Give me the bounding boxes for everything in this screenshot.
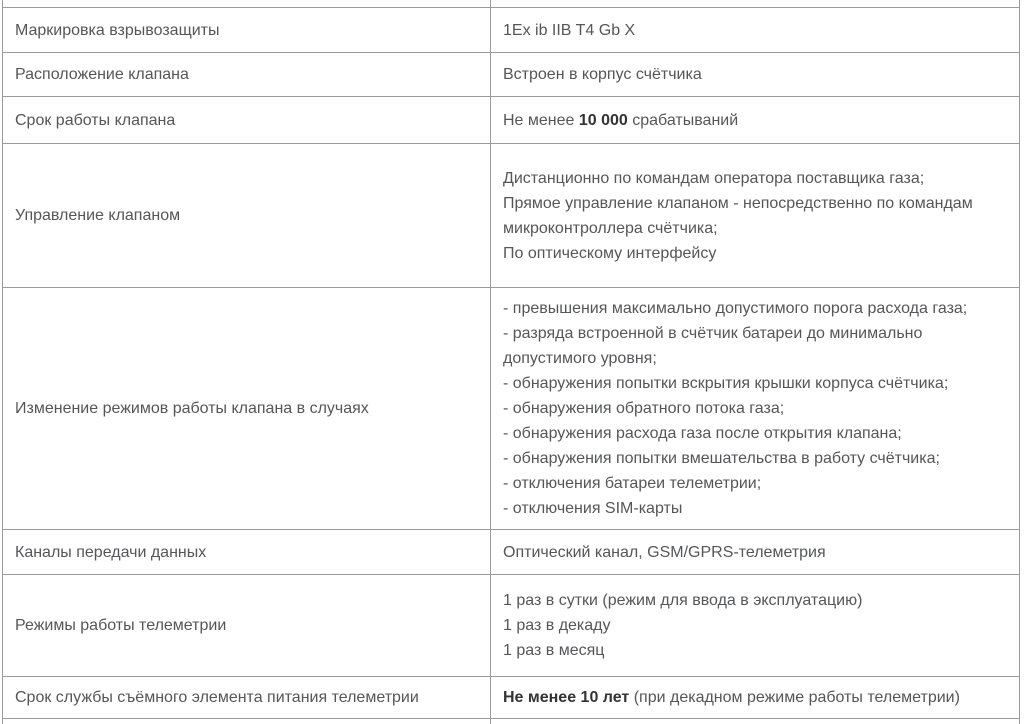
spec-value-text: - превышения максимально допустимого порога расхода газа;	[503, 300, 968, 317]
spec-value-text: - обнаружения обратного потока газа;	[503, 400, 785, 417]
spec-value-bold-text: 10 000	[578, 111, 628, 129]
spec-name-cell	[3, 0, 491, 7]
spec-value-text: Не менее	[503, 111, 579, 129]
spec-name-cell	[3, 8, 491, 52]
spec-name-label: Режимы работы телеметрии	[15, 617, 227, 634]
spec-name-label: Управление клапаном	[15, 207, 181, 224]
spec-value-text: 1 раз в сутки (режим для ввода в эксплуатацию)	[503, 592, 863, 609]
spec-value-text: срабатываний	[627, 111, 739, 129]
spec-value-line	[503, 613, 1005, 638]
spec-value-cell	[491, 575, 1019, 676]
spec-value-line	[503, 18, 1005, 43]
spec-value-line	[503, 421, 1005, 446]
spec-value-bold-text: Не менее 10 лет	[503, 689, 630, 706]
spec-value-text: - отключения батареи телеметрии;	[503, 475, 762, 492]
spec-value-line	[503, 321, 1005, 371]
spec-value-cell	[491, 719, 1019, 724]
spec-name-label: Каналы передачи данных	[15, 543, 207, 561]
spec-value-text: (при декадном режиме работы телеметрии)	[629, 689, 960, 706]
spec-value-cell	[491, 97, 1019, 143]
spec-name-label: Срок службы съёмного элемента питания телеметрии	[15, 689, 419, 706]
spec-value-line	[503, 62, 1005, 87]
spec-name-cell	[3, 288, 491, 529]
spec-name-cell	[3, 144, 491, 287]
spec-name-cell	[3, 530, 491, 574]
spec-value-cell	[491, 53, 1019, 96]
spec-name-cell	[3, 575, 491, 676]
spec-name-label: Расположение клапана	[15, 66, 189, 83]
table-row	[3, 144, 1019, 288]
table-row	[3, 288, 1019, 530]
spec-value-line	[503, 108, 1005, 133]
spec-value-line	[503, 241, 1005, 266]
spec-value-cell	[491, 0, 1019, 7]
spec-name-cell	[3, 677, 491, 718]
spec-value-text: По оптическому интерфейсу	[503, 244, 717, 262]
table-row	[3, 8, 1019, 53]
spec-value-line	[503, 471, 1005, 496]
spec-name-cell	[3, 97, 491, 143]
spec-name-label: Срок работы клапана	[15, 111, 176, 129]
table-row	[3, 530, 1019, 575]
spec-value-line	[503, 191, 1005, 241]
spec-value-line	[503, 638, 1005, 663]
spec-value-text: Дистанционно по командам оператора поставщика газа;	[503, 169, 925, 187]
table-row	[3, 575, 1019, 677]
spec-value-cell	[491, 677, 1019, 718]
spec-value-text: Встроен в корпус счётчика	[503, 66, 702, 83]
table-row-partial-bottom	[3, 719, 1019, 724]
table-row	[3, 53, 1019, 97]
spec-value-line	[503, 296, 1005, 321]
spec-value-text: - обнаружения попытки вмешательства в работу счётчика;	[503, 450, 940, 467]
spec-value-text: Прямое управление клапаном - непосредственно по командам микроконтроллера счётчика;	[503, 194, 973, 237]
table-row	[3, 677, 1019, 719]
table-row	[3, 97, 1019, 144]
spec-value-line	[503, 685, 1005, 710]
spec-value-cell	[491, 144, 1019, 287]
spec-value-text: - обнаружения расхода газа после открытия клапана;	[503, 425, 902, 442]
spec-name-label: Маркировка взрывозащиты	[15, 21, 220, 39]
spec-value-text: Оптический канал, GSM/GPRS-телеметрия	[503, 543, 826, 561]
spec-value-text: 1Ex ib IIB T4 Gb X	[503, 21, 636, 39]
spec-value-line	[503, 588, 1005, 613]
spec-value-cell	[491, 530, 1019, 574]
table-rows	[3, 8, 1019, 719]
spec-name-label: Изменение режимов работы клапана в случаях	[15, 400, 369, 417]
spec-value-text: 1 раз в месяц	[503, 642, 605, 659]
spec-name-cell	[3, 53, 491, 96]
spec-value-line	[503, 446, 1005, 471]
spec-value-line	[503, 396, 1005, 421]
spec-table	[2, 0, 1020, 724]
spec-value-line	[503, 166, 1005, 191]
spec-value-line	[503, 540, 1005, 565]
table-row-partial-top	[3, 0, 1019, 8]
spec-value-text: 1 раз в декаду	[503, 617, 611, 634]
spec-value-cell	[491, 288, 1019, 529]
spec-name-cell	[3, 719, 491, 724]
spec-value-text: - разряда встроенной в счётчик батареи до минимально допустимого уровня;	[503, 325, 923, 367]
spec-value-line	[503, 496, 1005, 521]
spec-value-text: - обнаружения попытки вскрытия крышки корпуса счётчика;	[503, 375, 949, 392]
spec-value-cell	[491, 8, 1019, 52]
spec-value-line	[503, 371, 1005, 396]
spec-value-text: - отключения SIM-карты	[503, 500, 683, 517]
